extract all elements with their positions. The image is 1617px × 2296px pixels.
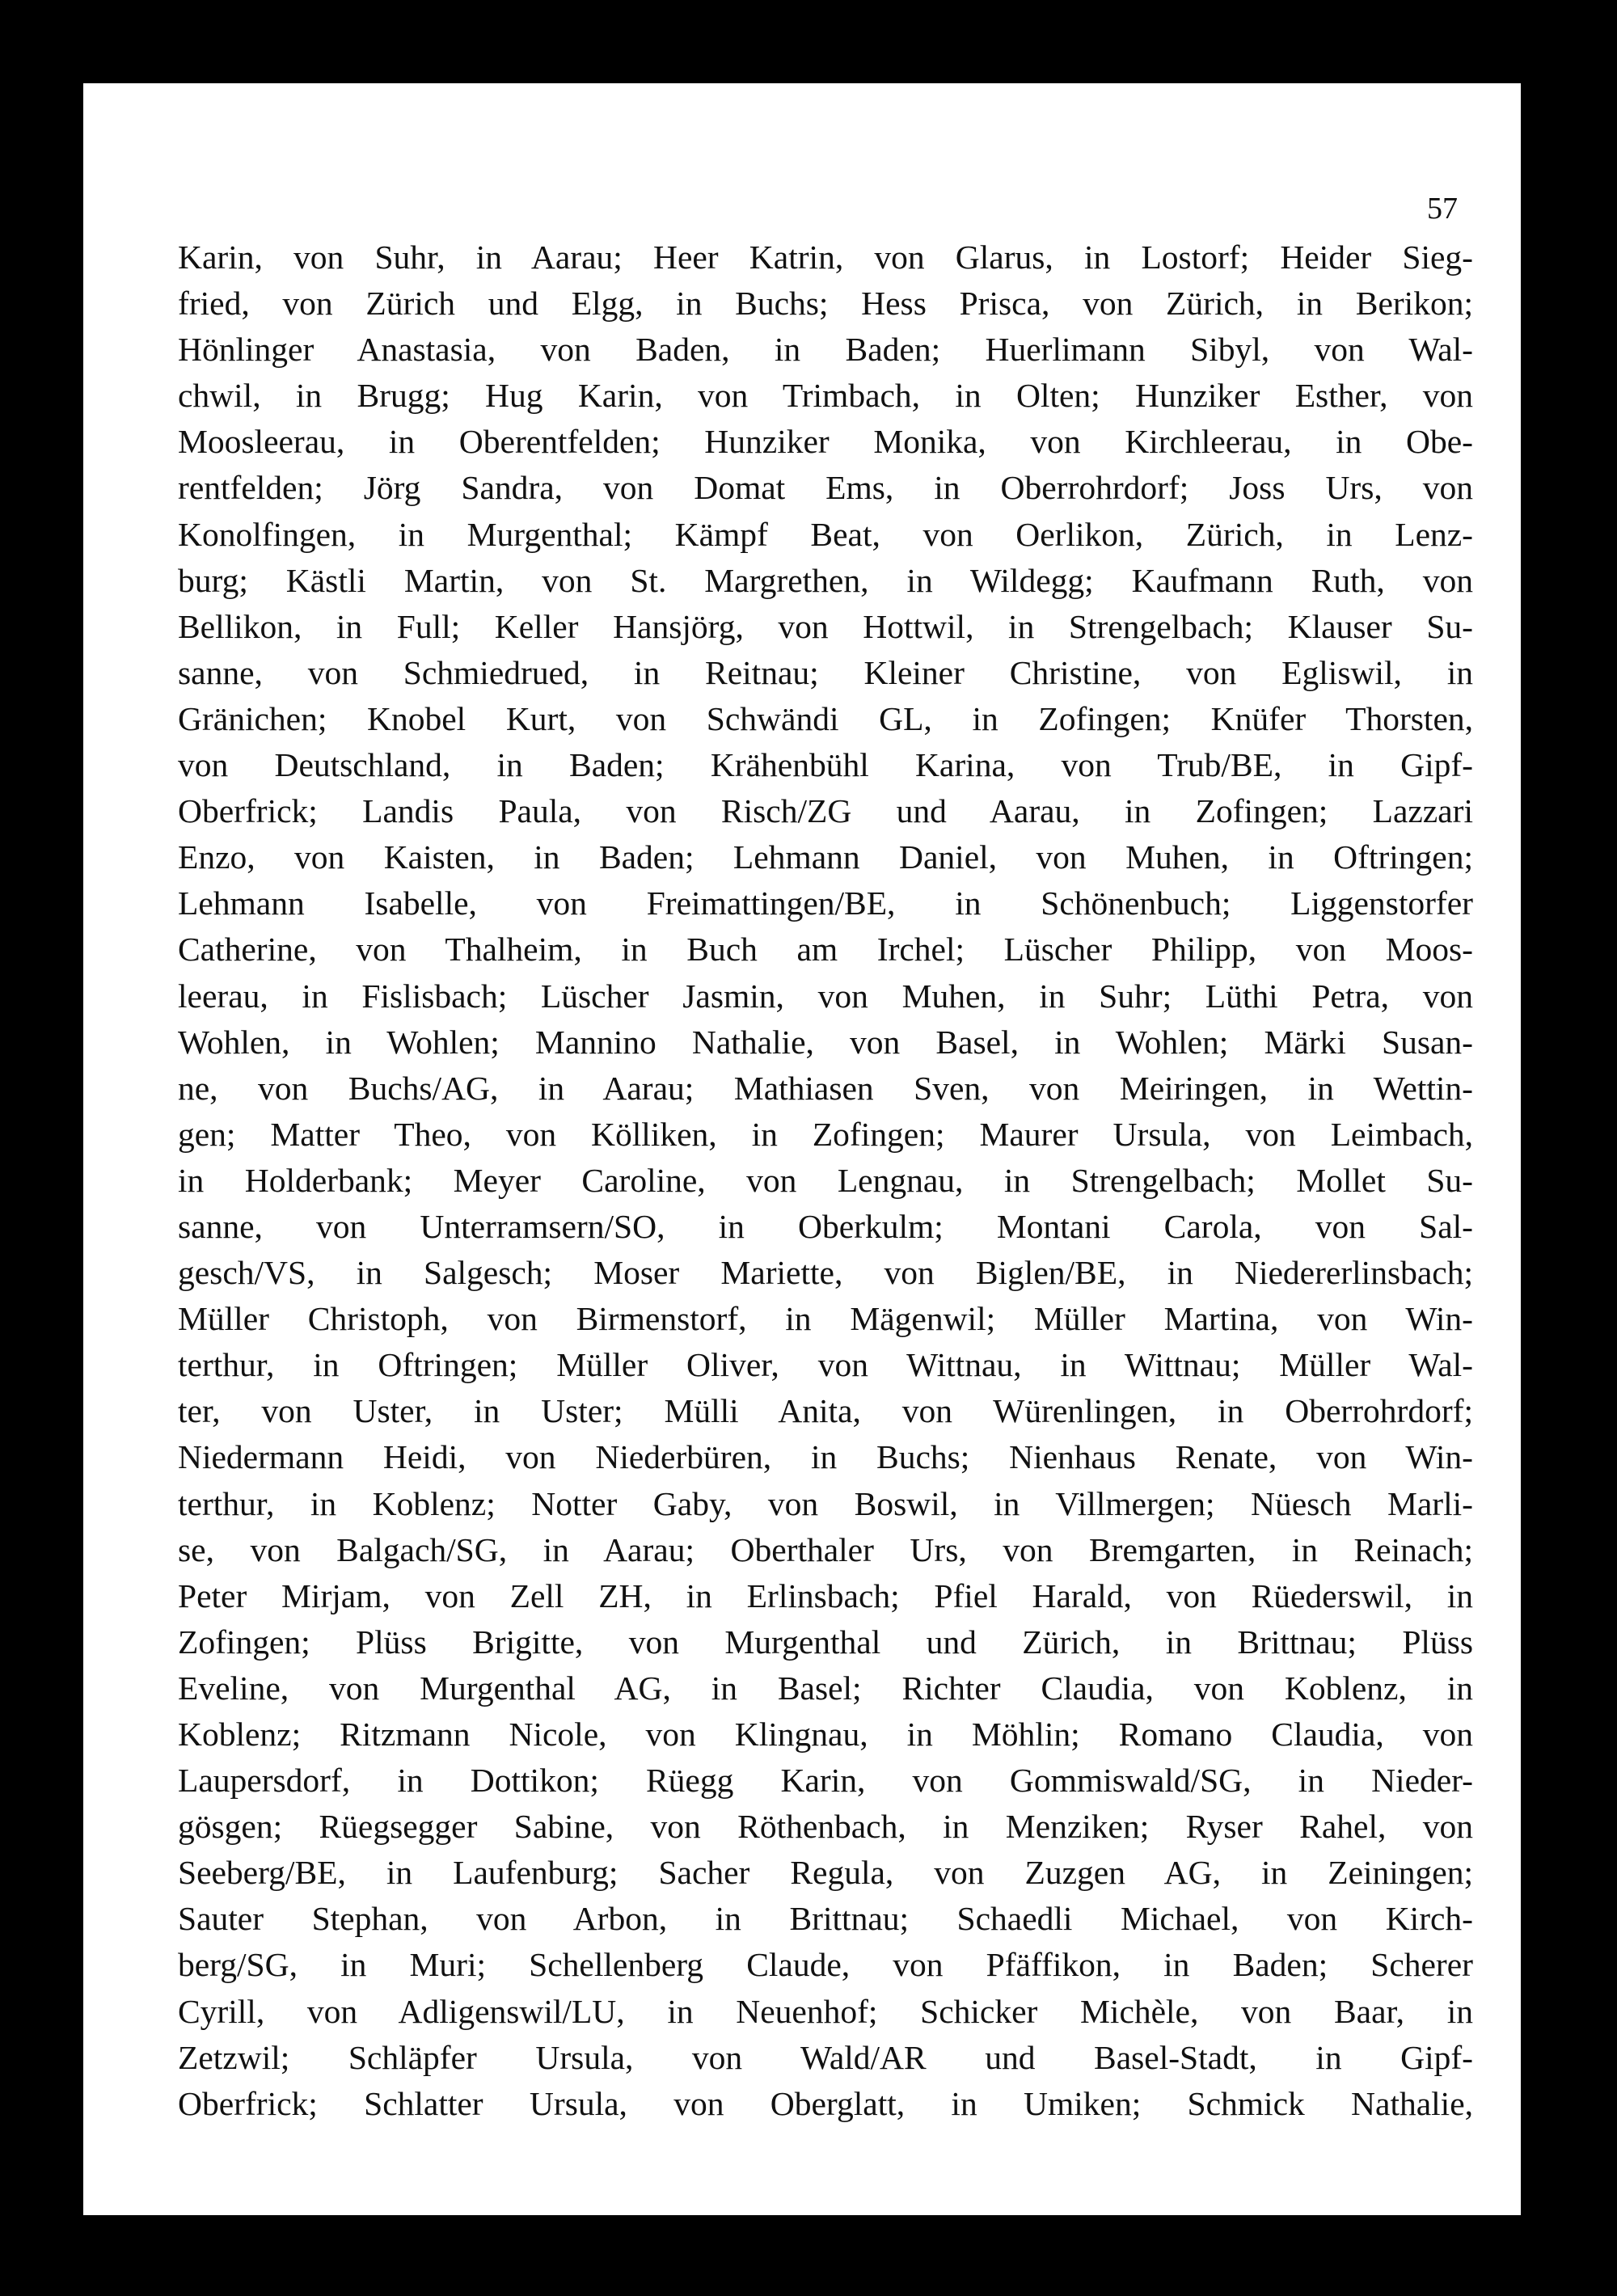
- text-line: Enzo, von Kaisten, in Baden; Lehmann Daniel, von Muhen, in Oftringen;: [178, 838, 1473, 876]
- text-line: chwil, in Brugg; Hug Karin, von Trimbach, in Olten; Hunziker Esther, von: [178, 377, 1473, 415]
- body-text: [178, 234, 1473, 2127]
- text-line: Oberfrick; Landis Paula, von Risch/ZG und Aarau, in Zofingen; Lazzari: [178, 792, 1473, 830]
- text-line: ter, von Uster, in Uster; Mülli Anita, von Würenlingen, in Oberrohrdorf;: [178, 1392, 1473, 1430]
- text-line: rentfelden; Jörg Sandra, von Domat Ems, in Oberrohrdorf; Joss Urs, von: [178, 469, 1473, 507]
- text-line: Cyrill, von Adligenswil/LU, in Neuenhof; Schicker Michèle, von Baar, in: [178, 1992, 1473, 2030]
- text-line: terthur, in Oftringen; Müller Oliver, von Wittnau, in Wittnau; Müller Wal-: [178, 1346, 1473, 1384]
- text-line: gen; Matter Theo, von Kölliken, in Zofingen; Maurer Ursula, von Leimbach,: [178, 1115, 1473, 1153]
- text-line: terthur, in Koblenz; Notter Gaby, von Boswil, in Villmergen; Nüesch Marli-: [178, 1484, 1473, 1522]
- text-line: Catherine, von Thalheim, in Buch am Irchel; Lüscher Philipp, von Moos-: [178, 931, 1473, 969]
- text-line: leerau, in Fislisbach; Lüscher Jasmin, von Muhen, in Suhr; Lüthi Petra, von: [178, 977, 1473, 1015]
- text-line: Laupersdorf, in Dottikon; Rüegg Karin, von Gommiswald/SG, in Nieder-: [178, 1762, 1473, 1800]
- text-line: Koblenz; Ritzmann Nicole, von Klingnau, in Möhlin; Romano Claudia, von: [178, 1716, 1473, 1753]
- text-line: Sauter Stephan, von Arbon, in Brittnau; Schaedli Michael, von Kirch-: [178, 1900, 1473, 1938]
- text-line: burg; Kästli Martin, von St. Margrethen, in Wildegg; Kaufmann Ruth, von: [178, 561, 1473, 599]
- text-line: sanne, von Schmiedrued, in Reitnau; Kleiner Christine, von Egliswil, in: [178, 653, 1473, 691]
- text-line: Karin, von Suhr, in Aarau; Heer Katrin, von Glarus, in Lostorf; Heider Sieg-: [178, 238, 1473, 276]
- text-line: Seeberg/BE, in Laufenburg; Sacher Regula, von Zuzgen AG, in Zeiningen;: [178, 1854, 1473, 1892]
- text-line: fried, von Zürich und Elgg, in Buchs; Hess Prisca, von Zürich, in Berikon;: [178, 285, 1473, 323]
- text-line: Oberfrick; Schlatter Ursula, von Oberglatt, in Umiken; Schmick Nathalie,: [178, 2084, 1473, 2122]
- text-line: von Deutschland, in Baden; Krähenbühl Karina, von Trub/BE, in Gipf-: [178, 746, 1473, 784]
- text-line: gösgen; Rüegsegger Sabine, von Röthenbach, in Menziken; Ryser Rahel, von: [178, 1808, 1473, 1846]
- text-line: Wohlen, in Wohlen; Mannino Nathalie, von Basel, in Wohlen; Märki Susan-: [178, 1023, 1473, 1061]
- text-line: Müller Christoph, von Birmenstorf, in Mägenwil; Müller Martina, von Win-: [178, 1300, 1473, 1338]
- text-line: Zofingen; Plüss Brigitte, von Murgenthal und Zürich, in Brittnau; Plüss: [178, 1623, 1473, 1661]
- page-number: 57: [1427, 192, 1458, 226]
- text-line: se, von Balgach/SG, in Aarau; Oberthaler Urs, von Bremgarten, in Reinach;: [178, 1530, 1473, 1568]
- text-line: Gränichen; Knobel Kurt, von Schwändi GL, in Zofingen; Knüfer Thorsten,: [178, 699, 1473, 737]
- text-line: Konolfingen, in Murgenthal; Kämpf Beat, von Oerlikon, Zürich, in Lenz-: [178, 515, 1473, 553]
- text-line: Peter Mirjam, von Zell ZH, in Erlinsbach; Pfiel Harald, von Rüederswil, in: [178, 1576, 1473, 1614]
- text-line: Bellikon, in Full; Keller Hansjörg, von Hottwil, in Strengelbach; Klauser Su-: [178, 607, 1473, 645]
- text-line: Zetzwil; Schläpfer Ursula, von Wald/AR und Basel-Stadt, in Gipf-: [178, 2038, 1473, 2076]
- text-line: Eveline, von Murgenthal AG, in Basel; Richter Claudia, von Koblenz, in: [178, 1669, 1473, 1707]
- text-line: sanne, von Unterramsern/SO, in Oberkulm; Montani Carola, von Sal-: [178, 1207, 1473, 1245]
- document-page: [83, 83, 1521, 2215]
- text-line: gesch/VS, in Salgesch; Moser Mariette, von Biglen/BE, in Niedererlinsbach;: [178, 1254, 1473, 1292]
- text-line: Hönlinger Anastasia, von Baden, in Baden; Huerlimann Sibyl, von Wal-: [178, 331, 1473, 369]
- text-line: Lehmann Isabelle, von Freimattingen/BE, in Schönenbuch; Liggenstorfer: [178, 884, 1473, 922]
- text-line: in Holderbank; Meyer Caroline, von Lengnau, in Strengelbach; Mollet Su-: [178, 1161, 1473, 1199]
- text-line: berg/SG, in Muri; Schellenberg Claude, von Pfäffikon, in Baden; Scherer: [178, 1946, 1473, 1984]
- text-line: ne, von Buchs/AG, in Aarau; Mathiasen Sven, von Meiringen, in Wettin-: [178, 1069, 1473, 1107]
- text-line: Niedermann Heidi, von Niederbüren, in Buchs; Nienhaus Renate, von Win-: [178, 1438, 1473, 1476]
- text-line: Moosleerau, in Oberentfelden; Hunziker Monika, von Kirchleerau, in Obe-: [178, 423, 1473, 461]
